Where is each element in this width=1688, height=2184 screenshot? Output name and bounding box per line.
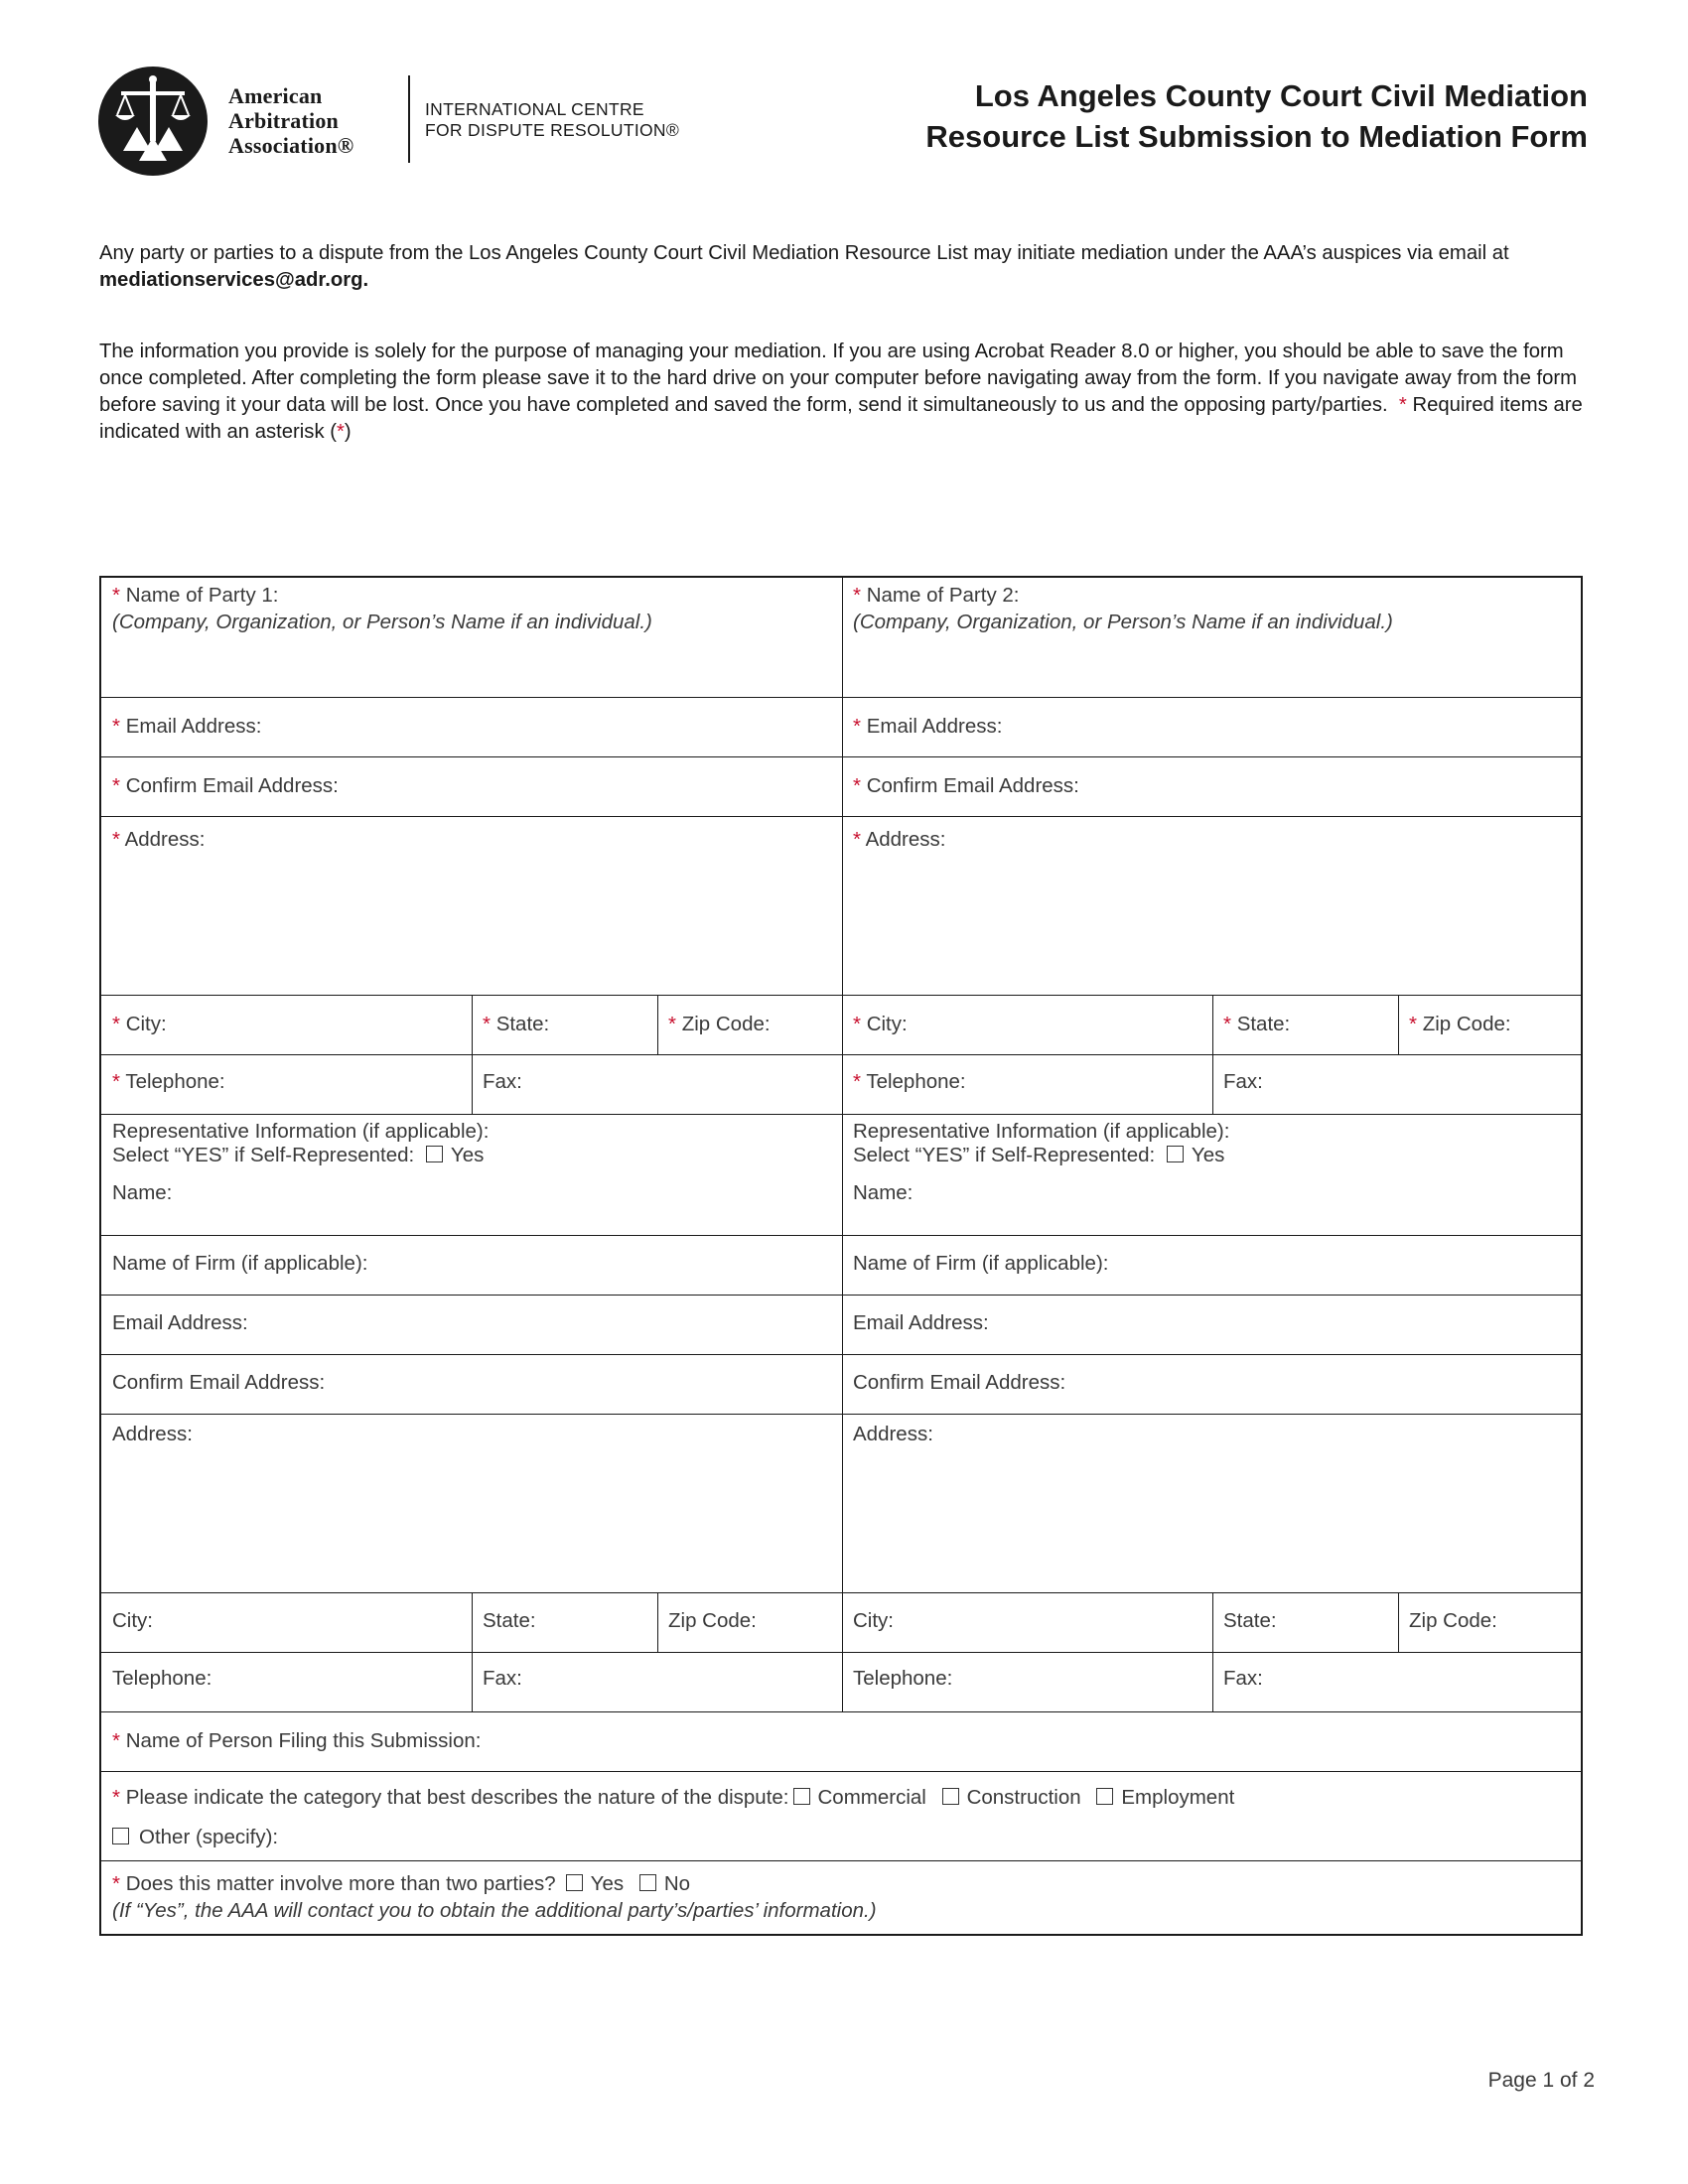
party2-confirm-email-field[interactable]: * Confirm Email Address: xyxy=(853,774,1079,797)
filing-person-field[interactable]: * Name of Person Filing this Submission: xyxy=(112,1729,482,1752)
party1-telephone-field[interactable]: * Telephone: xyxy=(112,1070,225,1093)
party2-telephone-field[interactable]: * Telephone: xyxy=(853,1070,966,1093)
party2-rep-confirm-email-field[interactable]: Confirm Email Address: xyxy=(853,1371,1066,1394)
party2-rep-fax-field[interactable]: Fax: xyxy=(1223,1667,1263,1690)
party2-fax-field[interactable]: Fax: xyxy=(1223,1070,1263,1093)
dispute-category-field: * Please indicate the category that best describes the nature of the dispute: Commercial Construction Employment Other (specify): xyxy=(112,1786,1235,1848)
multi-party-no-checkbox[interactable] xyxy=(639,1874,656,1891)
party2-name-hint: (Company, Organization, or Person’s Name if an individual.) xyxy=(853,611,1393,633)
party2-rep-firm-field[interactable]: Name of Firm (if applicable): xyxy=(853,1252,1109,1275)
party2-address-field[interactable]: * Address: xyxy=(853,828,946,851)
party1-email-field[interactable]: * Email Address: xyxy=(112,715,262,738)
party1-rep-city-field[interactable]: City: xyxy=(112,1609,153,1632)
title-line-2: Resource List Submission to Mediation Form xyxy=(925,119,1588,154)
icdr-wordmark xyxy=(425,99,679,141)
mediation-form xyxy=(99,576,1583,1936)
party1-rep-state-field[interactable]: State: xyxy=(483,1609,536,1632)
multi-party-yes-checkbox[interactable] xyxy=(566,1874,583,1891)
party2-name-field[interactable]: * Name of Party 2: (Company, Organization, or Person’s Name if an individual.) xyxy=(842,578,1583,697)
multi-party-note: (If “Yes”, the AAA will contact you to obtain the additional party’s/parties’ information.) xyxy=(112,1899,877,1922)
intro-paragraph-2: The information you provide is solely for the purpose of managing your mediation. If you are using Acrobat Reader 8.0 or higher, you should be able to save the form once completed. After completing the form please save it to the hard drive on your computer before navigating away from the form. If you navigate away from the form before saving it your data will be lost. Once you have completed and saved the form, send it simultaneously to us and the opposing party/parties. * Required items are indicated with an asterisk (*) xyxy=(99,341,1583,443)
party1-rep-info-block: Representative Information (if applicable): Select “YES” if Self-Represented: Yes Name: xyxy=(101,1114,842,1235)
icdr-line: INTERNATIONAL CENTRE xyxy=(425,99,644,119)
party1-city-field[interactable]: * City: xyxy=(112,1013,167,1035)
aaa-wordmark xyxy=(228,83,353,158)
category-employment-checkbox[interactable] xyxy=(1096,1788,1113,1805)
party1-rep-telephone-field[interactable]: Telephone: xyxy=(112,1667,212,1690)
party2-city-field[interactable]: * City: xyxy=(853,1013,908,1035)
category-other-specify[interactable]: Other (specify): xyxy=(139,1826,279,1848)
party2-rep-email-field[interactable]: Email Address: xyxy=(853,1311,989,1334)
party1-name-field[interactable]: * Name of Party 1: (Company, Organization, or Person’s Name if an individual.) xyxy=(101,578,842,697)
document-title xyxy=(925,75,1588,157)
party2-rep-address-field[interactable]: Address: xyxy=(853,1423,933,1445)
party1-state-field[interactable]: * State: xyxy=(483,1013,550,1035)
title-line-1: Los Angeles County Court Civil Mediation xyxy=(974,78,1588,113)
logo-name-line: Arbitration xyxy=(228,108,339,133)
icdr-line: FOR DISPUTE RESOLUTION® xyxy=(425,120,680,140)
party2-rep-state-field[interactable]: State: xyxy=(1223,1609,1277,1632)
party2-rep-telephone-field[interactable]: Telephone: xyxy=(853,1667,953,1690)
required-asterisk: * xyxy=(336,421,345,443)
logo-divider xyxy=(408,75,410,163)
party2-rep-info-block: Representative Information (if applicable): Select “YES” if Self-Represented: Yes Name: xyxy=(842,1114,1583,1235)
aaa-logo xyxy=(97,66,680,177)
category-commercial-checkbox[interactable] xyxy=(793,1788,810,1805)
party1-zip-field[interactable]: * Zip Code: xyxy=(668,1013,771,1035)
party1-rep-confirm-email-field[interactable]: Confirm Email Address: xyxy=(112,1371,326,1394)
party2-self-rep-checkbox[interactable] xyxy=(1167,1146,1184,1162)
party1-rep-address-field[interactable]: Address: xyxy=(112,1423,193,1445)
party1-address-field[interactable]: * Address: xyxy=(112,828,206,851)
category-other-checkbox[interactable] xyxy=(112,1828,129,1844)
party1-confirm-email-field[interactable]: * Confirm Email Address: xyxy=(112,774,339,797)
party2-rep-zip-field[interactable]: Zip Code: xyxy=(1409,1609,1497,1632)
party1-rep-name-field[interactable]: Name: xyxy=(112,1181,173,1204)
party2-zip-field[interactable]: * Zip Code: xyxy=(1409,1013,1511,1035)
logo-name-line: American xyxy=(228,83,323,108)
party2-rep-name-field[interactable]: Name: xyxy=(853,1181,914,1204)
aaa-scales-seal-icon xyxy=(97,66,209,177)
party1-self-rep-checkbox[interactable] xyxy=(426,1146,443,1162)
multi-party-field: * Does this matter involve more than two parties? Yes No (If “Yes”, the AAA will contact you to obtain the additional party’s/parties’ information.) xyxy=(101,1860,1583,1936)
party1-rep-email-field[interactable]: Email Address: xyxy=(112,1311,248,1334)
page-number: Page 1 of 2 xyxy=(1487,2069,1595,2092)
mediation-email-link[interactable]: mediationservices@adr.org. xyxy=(99,269,369,291)
party1-fax-field[interactable]: Fax: xyxy=(483,1070,522,1093)
party1-name-hint: (Company, Organization, or Person’s Name if an individual.) xyxy=(112,611,652,633)
party2-rep-city-field[interactable]: City: xyxy=(853,1609,894,1632)
party2-state-field[interactable]: * State: xyxy=(1223,1013,1291,1035)
category-construction-checkbox[interactable] xyxy=(942,1788,959,1805)
party1-rep-fax-field[interactable]: Fax: xyxy=(483,1667,522,1690)
party1-rep-firm-field[interactable]: Name of Firm (if applicable): xyxy=(112,1252,368,1275)
logo-name-line: Association® xyxy=(228,133,354,158)
party2-email-field[interactable]: * Email Address: xyxy=(853,715,1003,738)
party1-rep-zip-field[interactable]: Zip Code: xyxy=(668,1609,757,1632)
required-asterisk: * xyxy=(1398,394,1407,416)
intro-paragraph-1: Any party or parties to a dispute from the Los Angeles County Court Civil Mediation Resource List may initiate mediation under the AAA’s auspices via email at mediationservices@adr.org. xyxy=(99,242,1509,291)
